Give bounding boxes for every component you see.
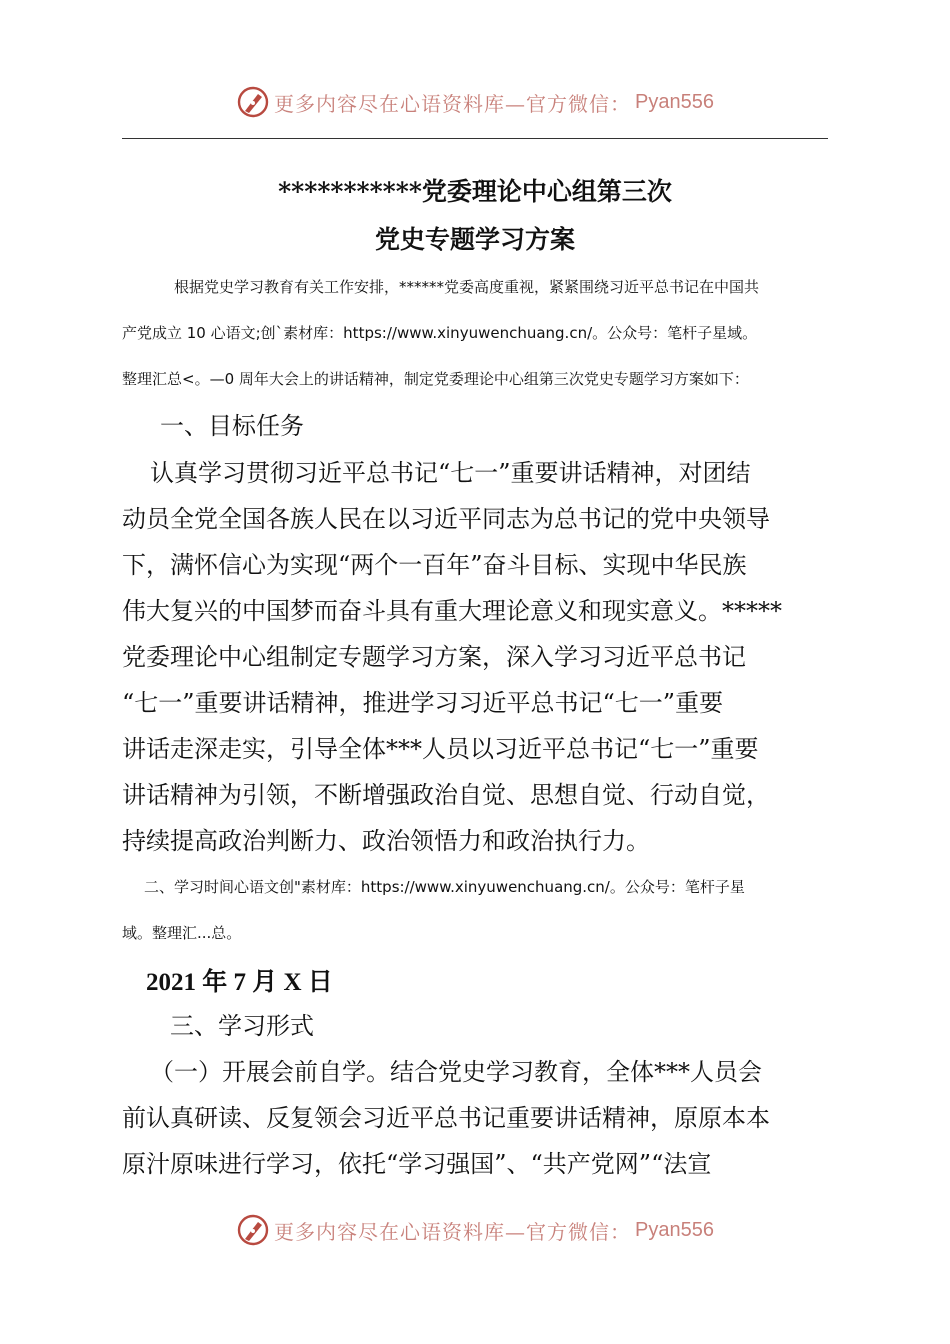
doc-title-line2: 党史专题学习方案 [374, 225, 575, 254]
doc-title-line1: ***********党委理论中心组第三次 [278, 177, 672, 206]
section1-line: 认真学习贯彻习近平总书记“七一”重要讲话精神，对团结 [150, 459, 751, 487]
header-divider [122, 138, 828, 139]
study-date: 2021 年 7 月 X 日 [146, 969, 333, 996]
banner-text: 更多内容尽在心语资料库—官方微信： [274, 1219, 632, 1244]
section3-line: （一）开展会前自学。结合党史学习教育，全体***人员会 [150, 1058, 762, 1086]
section1-line: 讲话精神为引领，不断增强政治自觉、思想自觉、行动自觉， [122, 781, 770, 809]
section3-heading: 三、学习形式 [170, 1012, 314, 1040]
header-banner [0, 82, 950, 122]
intro-line: 整理汇总<。—0 周年大会上的讲话精神，制定党委理论中心组第三次党史专题学习方案如下： [122, 370, 749, 388]
banner-wechat-id: Pyan556 [635, 1218, 714, 1241]
section1-line: “七一”重要讲话精神，推进学习习近平总书记“七一”重要 [122, 689, 724, 717]
section2-line: 域。整理汇...总。 [122, 924, 242, 942]
section1-line: 伟大复兴的中国梦而奋斗具有重大理论意义和现实意义。***** [122, 597, 782, 625]
section3-line: 前认真研读、反复领会习近平总书记重要讲话精神，原原本本 [122, 1104, 770, 1132]
section3-line: 原汁原味进行学习，依托“学习强国”、“共产党网”“法宣 [122, 1150, 712, 1178]
section1-line: 讲话走深走实，引导全体***人员以习近平总书记“七一”重要 [122, 735, 759, 763]
pen-nib-circle-icon [236, 85, 270, 119]
section1-line: 持续提高政治判断力、政治领悟力和政治执行力。 [122, 827, 650, 855]
section1-line: 下，满怀信心为实现“两个一百年”奋斗目标、实现中华民族 [122, 551, 747, 579]
section2-line: 二、学习时间心语文创"素材库：https://www.xinyuwenchuang.cn/。公众号：笔杆子星 [144, 878, 745, 896]
intro-line: 根据党史学习教育有关工作安排，******党委高度重视，紧紧围绕习近平总书记在中国共 [174, 278, 760, 296]
footer-banner [0, 1210, 950, 1250]
section1-heading: 一、目标任务 [160, 412, 304, 440]
section1-line: 党委理论中心组制定专题学习方案，深入学习习近平总书记 [122, 643, 746, 671]
section1-line: 动员全党全国各族人民在以习近平同志为总书记的党中央领导 [122, 505, 770, 533]
intro-line: 产党成立 10 心语文;创`素材库：https://www.xinyuwenchuang.cn/。公众号：笔杆子星域。 [122, 324, 758, 342]
banner-text: 更多内容尽在心语资料库—官方微信： [274, 91, 632, 116]
pen-nib-circle-icon [236, 1213, 270, 1247]
banner-wechat-id: Pyan556 [635, 90, 714, 113]
